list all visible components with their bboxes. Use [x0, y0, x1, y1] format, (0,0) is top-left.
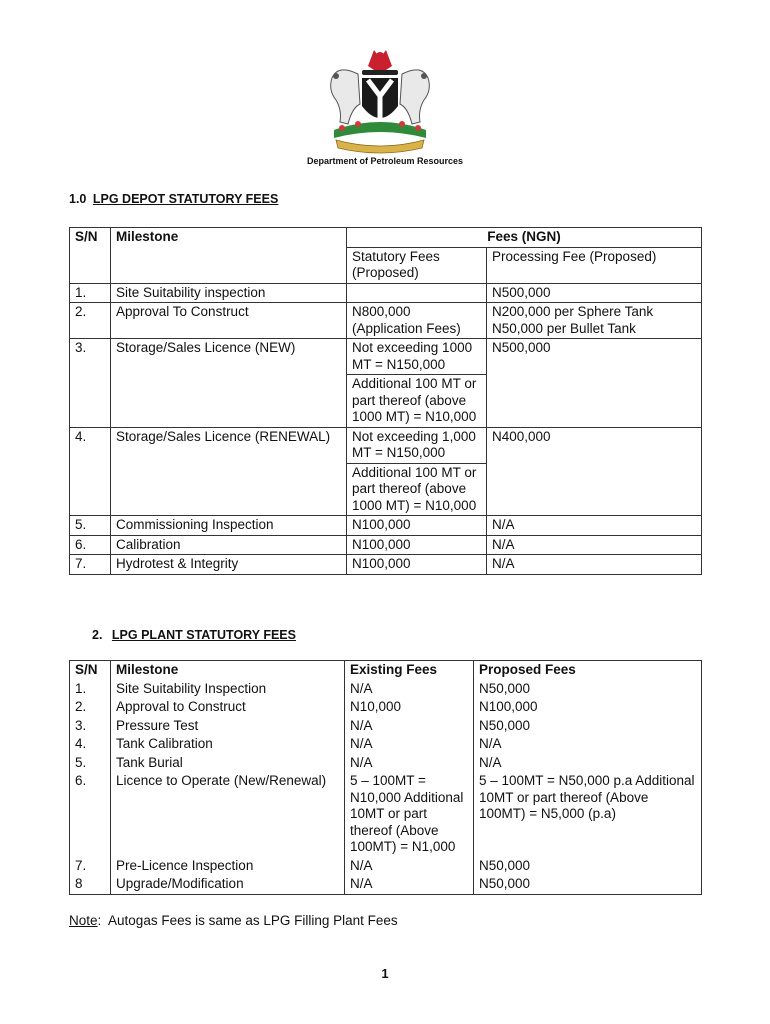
header-statutory: Statutory Fees (Proposed) [347, 247, 487, 283]
header-milestone: Milestone [111, 661, 345, 680]
cell-existing: N/A [345, 754, 474, 773]
cell-proposed: N50,000 [474, 680, 702, 699]
cell-sn: 2. [70, 698, 111, 717]
cell-sn: 5. [70, 754, 111, 773]
section1-heading [69, 192, 278, 206]
table-row [70, 339, 702, 375]
cell-sn: 7. [70, 555, 111, 575]
cell-milestone: Calibration [111, 535, 347, 555]
cell-sn: 8 [70, 875, 111, 894]
cell-sn: 4. [70, 735, 111, 754]
header-sn: S/N [70, 228, 111, 284]
footnote [69, 913, 398, 928]
section2-title: LPG PLANT STATUTORY FEES [111, 628, 296, 642]
cell-proposed: N100,000 [474, 698, 702, 717]
table-row [70, 555, 702, 575]
cell-proposed: N/A [474, 735, 702, 754]
cell-existing: N/A [345, 735, 474, 754]
header-proposed: Proposed Fees [474, 661, 702, 680]
cell-proposed: N50,000 [474, 857, 702, 876]
header-processing: Processing Fee (Proposed) [487, 247, 702, 283]
table-row [70, 772, 702, 857]
cell-proposed: N50,000 [474, 875, 702, 894]
cell-statutory-additional: Additional 100 MT or part thereof (above 1000 MT) = N10,000 [347, 463, 487, 516]
table-row [70, 698, 702, 717]
lpg-depot-fees-table [69, 227, 702, 575]
coat-of-arms-logo [318, 44, 442, 154]
table-row [70, 535, 702, 555]
cell-milestone: Approval To Construct [111, 303, 347, 339]
table-row [70, 303, 702, 339]
cell-processing: N500,000 [487, 339, 702, 428]
cell-existing: 5 – 100MT = N10,000 Additional 10MT or part thereof (Above 100MT) = N1,000 [345, 772, 474, 857]
table-row [70, 754, 702, 773]
header-milestone: Milestone [111, 228, 347, 284]
cell-sn: 1. [70, 283, 111, 303]
page-number: 1 [381, 966, 389, 981]
cell-milestone: Approval to Construct [111, 698, 345, 717]
section1-number: 1.0 [69, 192, 87, 206]
cell-milestone: Upgrade/Modification [111, 875, 345, 894]
note-label: Note [69, 913, 98, 928]
cell-milestone: Storage/Sales Licence (NEW) [111, 339, 347, 428]
table-row [70, 857, 702, 876]
cell-existing: N/A [345, 857, 474, 876]
cell-sn: 7. [70, 857, 111, 876]
cell-statutory-additional: Additional 100 MT or part thereof (above 1000 MT) = N10,000 [347, 375, 487, 428]
cell-sn: 6. [70, 772, 111, 857]
cell-milestone: Hydrotest & Integrity [111, 555, 347, 575]
cell-existing: N/A [345, 680, 474, 699]
cell-existing: N/A [345, 717, 474, 736]
cell-existing: N10,000 [345, 698, 474, 717]
cell-processing: N/A [487, 555, 702, 575]
cell-milestone: Commissioning Inspection [111, 516, 347, 536]
cell-proposed: N/A [474, 754, 702, 773]
header-existing: Existing Fees [345, 661, 474, 680]
cell-milestone: Pre-Licence Inspection [111, 857, 345, 876]
cell-sn: 4. [70, 427, 111, 516]
cell-processing: N500,000 [487, 283, 702, 303]
cell-milestone: Site Suitability inspection [111, 283, 347, 303]
cell-processing: N400,000 [487, 427, 702, 516]
cell-statutory: N100,000 [347, 535, 487, 555]
table-row [70, 735, 702, 754]
table-row [70, 427, 702, 463]
table-row [70, 680, 702, 699]
cell-statutory: N100,000 [347, 516, 487, 536]
section2-number: 2. [92, 628, 103, 642]
section1-title: LPG DEPOT STATUTORY FEES [92, 192, 279, 206]
cell-sn: 2. [70, 303, 111, 339]
cell-statutory [347, 283, 487, 303]
cell-milestone: Tank Calibration [111, 735, 345, 754]
cell-sn: 5. [70, 516, 111, 536]
cell-sn: 3. [70, 339, 111, 428]
table-row [70, 516, 702, 536]
note-text: : Autogas Fees is same as LPG Filling Plant Fees [97, 913, 398, 928]
header-fees: Fees (NGN) [347, 228, 702, 248]
cell-processing: N/A [487, 535, 702, 555]
cell-milestone: Tank Burial [111, 754, 345, 773]
cell-processing: N200,000 per Sphere Tank N50,000 per Bullet Tank [487, 303, 702, 339]
table-header-row [70, 228, 702, 248]
cell-processing: N/A [487, 516, 702, 536]
cell-milestone: Pressure Test [111, 717, 345, 736]
header-sn: S/N [70, 661, 111, 680]
table-row [70, 283, 702, 303]
table-row [70, 717, 702, 736]
cell-existing: N/A [345, 875, 474, 894]
cell-proposed: 5 – 100MT = N50,000 p.a Additional 10MT or part thereof (Above 100MT) = N5,000 (p.a) [474, 772, 702, 857]
cell-milestone: Licence to Operate (New/Renewal) [111, 772, 345, 857]
cell-statutory: N100,000 [347, 555, 487, 575]
cell-proposed: N50,000 [474, 717, 702, 736]
cell-sn: 6. [70, 535, 111, 555]
cell-sn: 3. [70, 717, 111, 736]
lpg-plant-fees-table [69, 660, 702, 895]
cell-statutory: Not exceeding 1,000 MT = N150,000 [347, 427, 487, 463]
cell-milestone: Storage/Sales Licence (RENEWAL) [111, 427, 347, 516]
table-header-row [70, 661, 702, 680]
section2-heading [92, 628, 296, 642]
organization-name: Department of Petroleum Resources [306, 156, 464, 166]
cell-statutory: N800,000 (Application Fees) [347, 303, 487, 339]
cell-milestone: Site Suitability Inspection [111, 680, 345, 699]
cell-sn: 1. [70, 680, 111, 699]
table-row [70, 875, 702, 894]
cell-statutory: Not exceeding 1000 MT = N150,000 [347, 339, 487, 375]
